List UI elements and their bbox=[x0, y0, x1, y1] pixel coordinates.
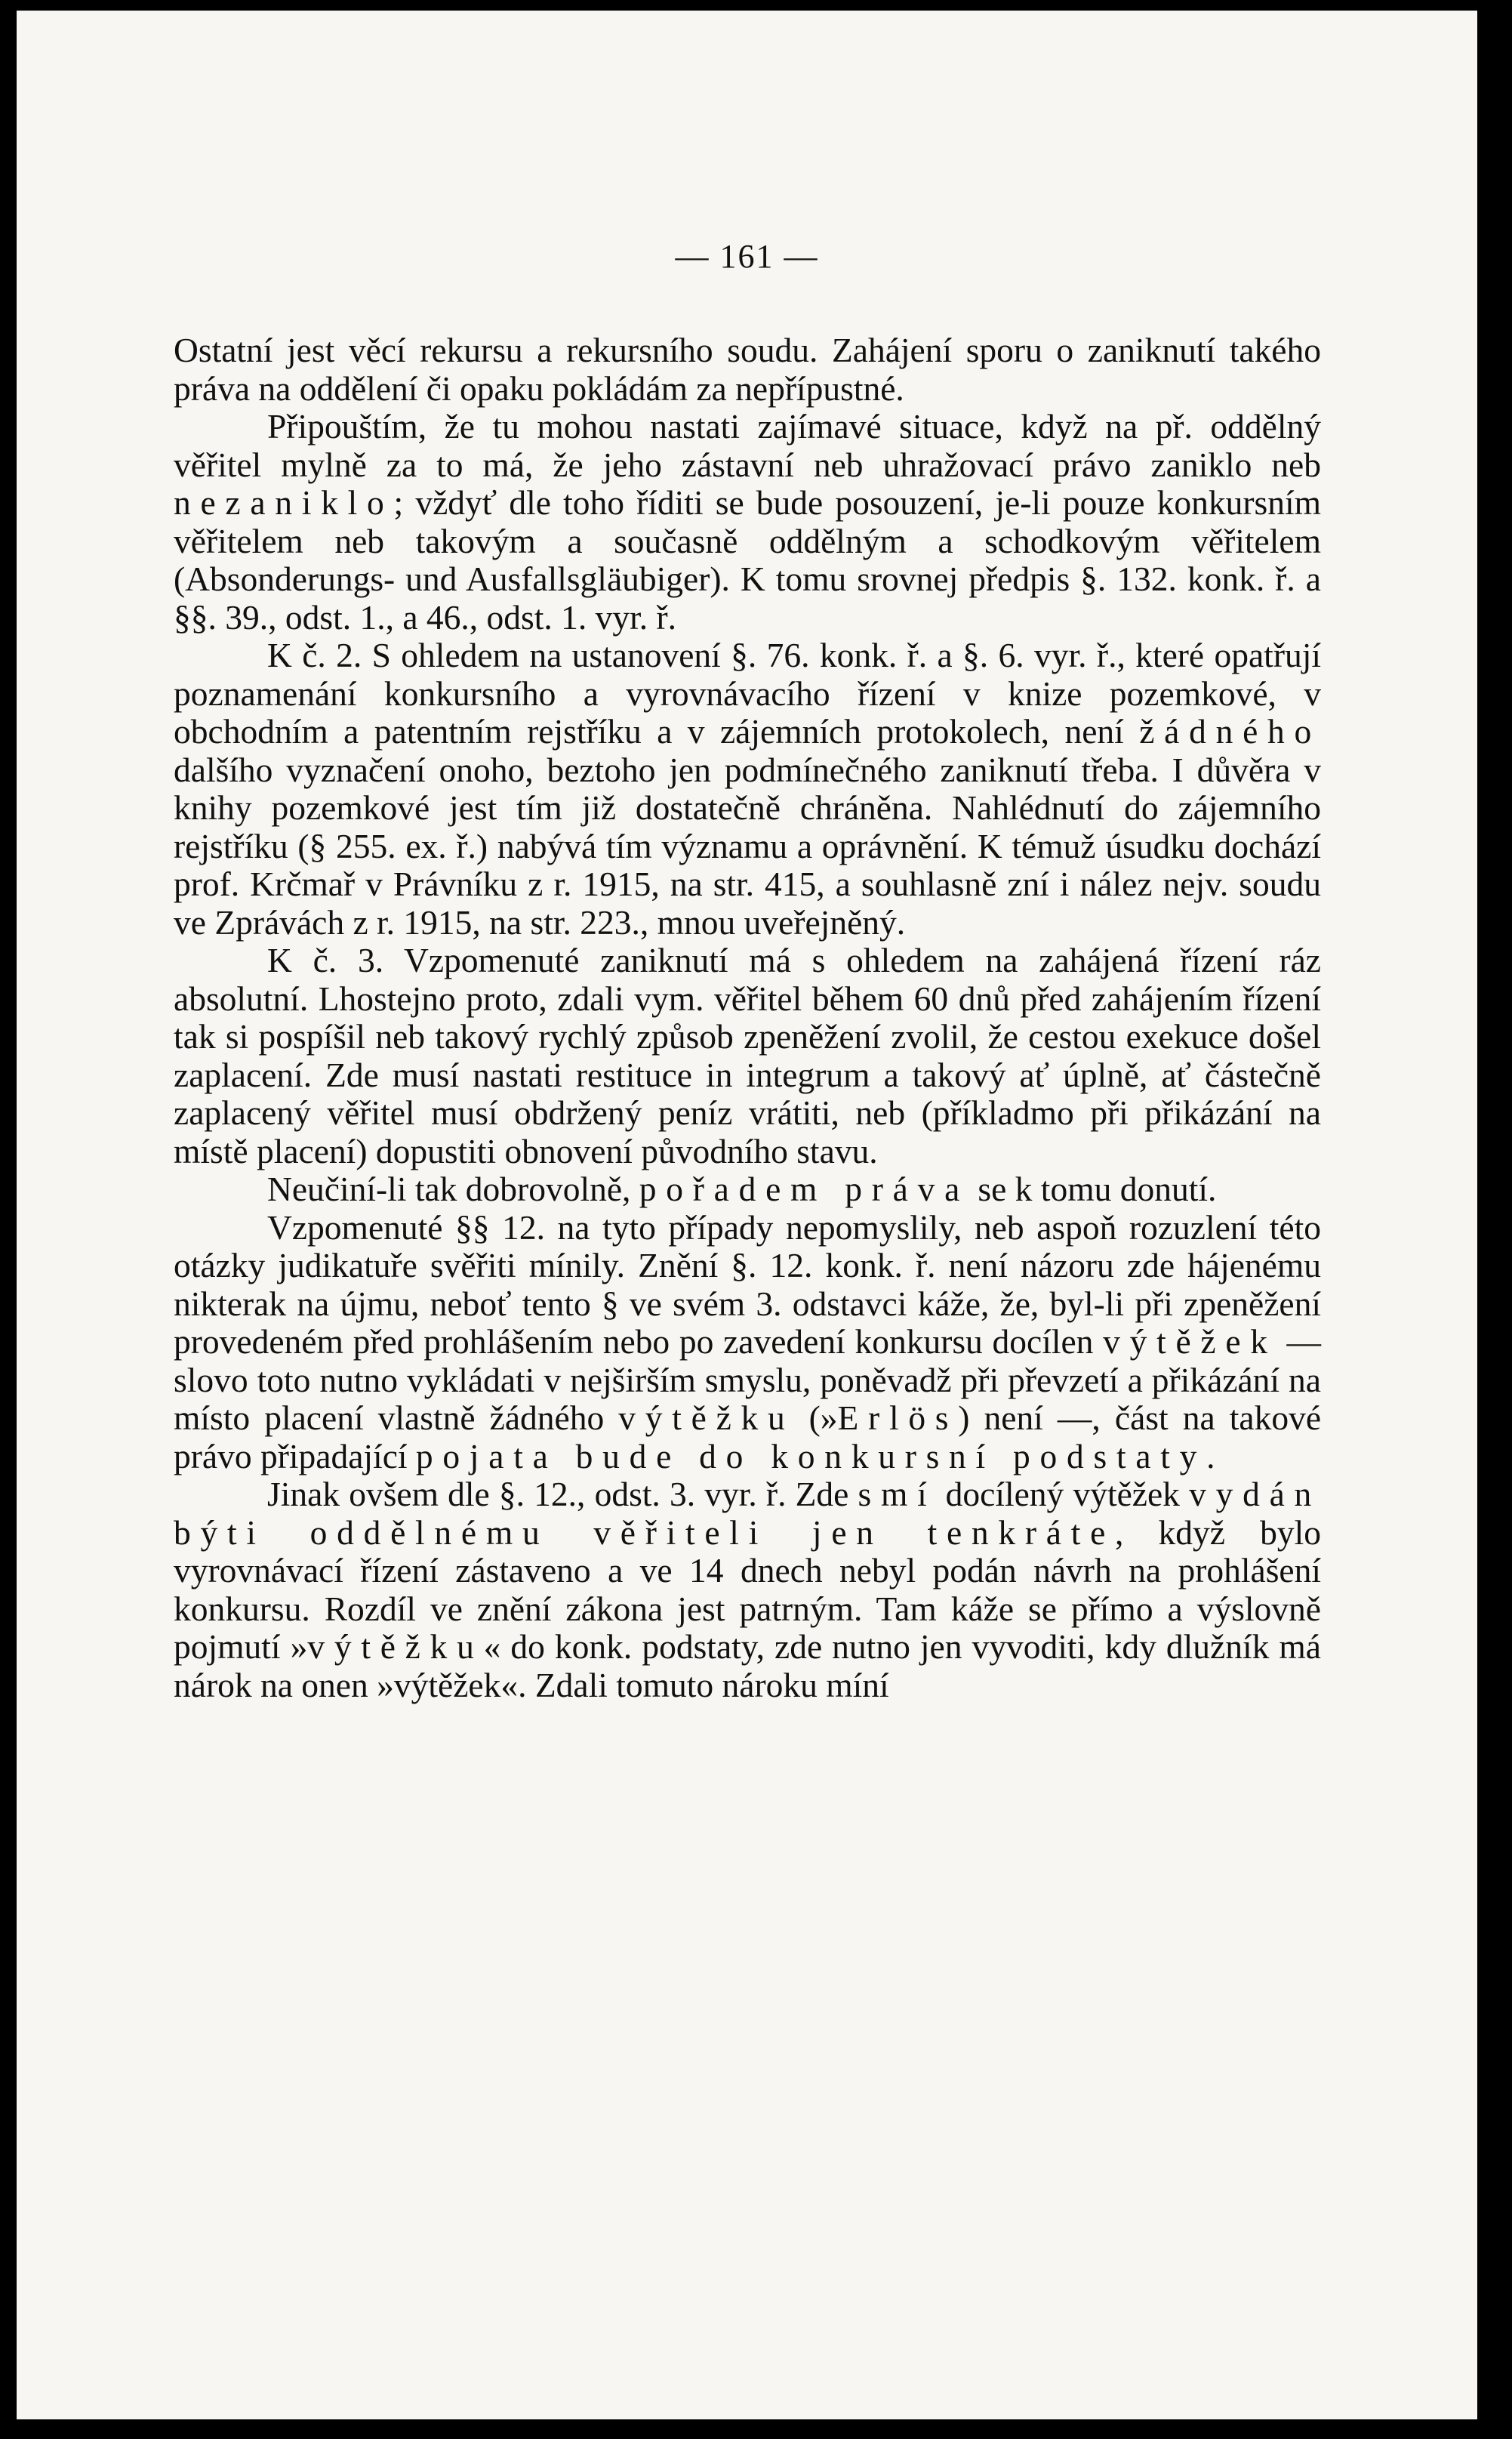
text-run: se k tomu donutí. bbox=[969, 1170, 1217, 1208]
spaced-emphasis-text: nezaniklo bbox=[174, 483, 394, 522]
text-run: Vzpomenuté §§ 12. na tyto případy nepomyslily, neb aspoň rozuzlení této otázky judikatuře svěřiti mínily. Znění §. 12. konk. ř. není názoru zde hájenému nikterak na újmu, neboť tento § ve svém 3. odstavci káže, že, byl-li při zpeněžení provedeném před prohlášením nebo po zavedení konkursu docílen bbox=[174, 1207, 1321, 1361]
spaced-emphasis-text: pojata bude do konkursní podstaty bbox=[415, 1436, 1207, 1475]
text-run: K č. 2. S ohledem na ustanovení §. 76. konk. ř. a §. 6. vyr. ř., které opatřují poznamenání konkursního a vyrovnávacího řízení v knize pozemkové, v obchodním a patentním rejstříku a v zájemních protokolech, není bbox=[174, 636, 1321, 751]
paragraph bbox=[174, 942, 1321, 1170]
text-run: dalšího vyznačení onoho, beztoho jen podmínečného zaniknutí třeba. I důvěra v knihy pozemkové jest tím již dostatečně chráněna. Nahlédnutí do zájemního rejstříku (§ 255. ex. ř.) nabývá tím významu a oprávnění. K témuž úsudku dochází prof. Krčmař v Právníku z r. 1915, na str. 415, a souhlasně zní i nález nejv. soudu ve Zprávách z r. 1915, na str. 223., mnou uveřejněný. bbox=[174, 750, 1321, 942]
text-run: Jinak ovšem dle §. 12., odst. 3. vyr. ř. Zde bbox=[267, 1475, 858, 1513]
paragraph bbox=[174, 1475, 1321, 1704]
text-run: — slovo toto nutno vykládati v nejširším smyslu, poněvadž při převzetí a přikázání na místo placení vlastně žádného bbox=[174, 1322, 1322, 1437]
spaced-emphasis-text: pořadem práva bbox=[639, 1170, 970, 1208]
spaced-emphasis-text: výtěžku bbox=[618, 1398, 795, 1437]
text-run: (» bbox=[794, 1398, 838, 1437]
paragraph bbox=[174, 1170, 1321, 1209]
text-run: ; vždyť dle toho říditi se bude posouzení, je-li pouze konkursním věřitelem neb takovým a současně oddělným a schodkovým věřitelem (Absonderungs- und Ausfallsgläubiger). K tomu srovnej předpis §. 132. konk. ř. a §§. 39., odst. 1., a 46., odst. 1. vyr. ř. bbox=[174, 483, 1321, 637]
paragraph bbox=[174, 637, 1321, 942]
paragraph bbox=[174, 1209, 1321, 1476]
text-run: ) není —, část na takové právo připadající bbox=[174, 1398, 1322, 1475]
spaced-emphasis-text: vydán býti oddělnému věřiteli jen tenkráte bbox=[174, 1475, 1321, 1552]
paragraph bbox=[174, 408, 1321, 637]
text-run: Ostatní jest věcí rekursu a rekursního soudu. Zahájení sporu o zaniknutí takého práva na oddělení či opaku pokládám za nepřípustné. bbox=[174, 331, 1321, 408]
text-run: K č. 3. Vzpomenuté zaniknutí má s ohledem na zahájená řízení ráz absolutní. Lhostejno proto, zdali vym. věřitel během 60 dnů před zahájením řízení tak si pospíšil neb takový rychlý způsob zpeněžení zvolil, že cestou exekuce došel zaplacení. Zde musí nastati restituce in integrum a takový ať úplně, ať částečně zaplacený věřitel musí obdržený peníz vrátiti, neb (příkladmo při přikázání na místě placení) dopustiti obnovení původního stavu. bbox=[174, 941, 1321, 1170]
page-number: — 161 — bbox=[675, 238, 819, 275]
spaced-emphasis-text: žádného bbox=[1139, 712, 1321, 751]
spaced-emphasis-text: smí bbox=[858, 1475, 937, 1513]
text-run: Neučiní-li tak dobrovolně, bbox=[267, 1170, 639, 1208]
paragraph bbox=[174, 331, 1321, 408]
spaced-emphasis-text: výtěžek bbox=[1103, 1322, 1277, 1361]
book-page bbox=[17, 11, 1477, 2419]
text-run: « do konk. podstaty, zde nutno jen vyvoditi, kdy dlužník má nárok na onen »výtěžek«. Zdali tomuto nároku míní bbox=[174, 1627, 1321, 1704]
spaced-emphasis-text: Erlös bbox=[837, 1398, 959, 1437]
text-run: docílený výtěžek bbox=[936, 1475, 1190, 1513]
spaced-emphasis-text: výtěžku bbox=[307, 1627, 484, 1666]
text-run: , když bylo vyrovnávací řízení zástaveno a ve 14 dnech nebyl podán návrh na prohlášení konkursu. Rozdíl ve znění zákona jest patrným. Tam káže se přímo a výslovně pojmutí » bbox=[174, 1512, 1321, 1666]
page-body-text bbox=[174, 331, 1321, 1704]
text-run: . bbox=[1206, 1436, 1215, 1475]
text-run: Připouštím, že tu mohou nastati zajímavé situace, když na př. oddělný věřitel mylně za to má, že jeho zástavní neb uhražovací právo zaniklo neb bbox=[174, 407, 1321, 484]
